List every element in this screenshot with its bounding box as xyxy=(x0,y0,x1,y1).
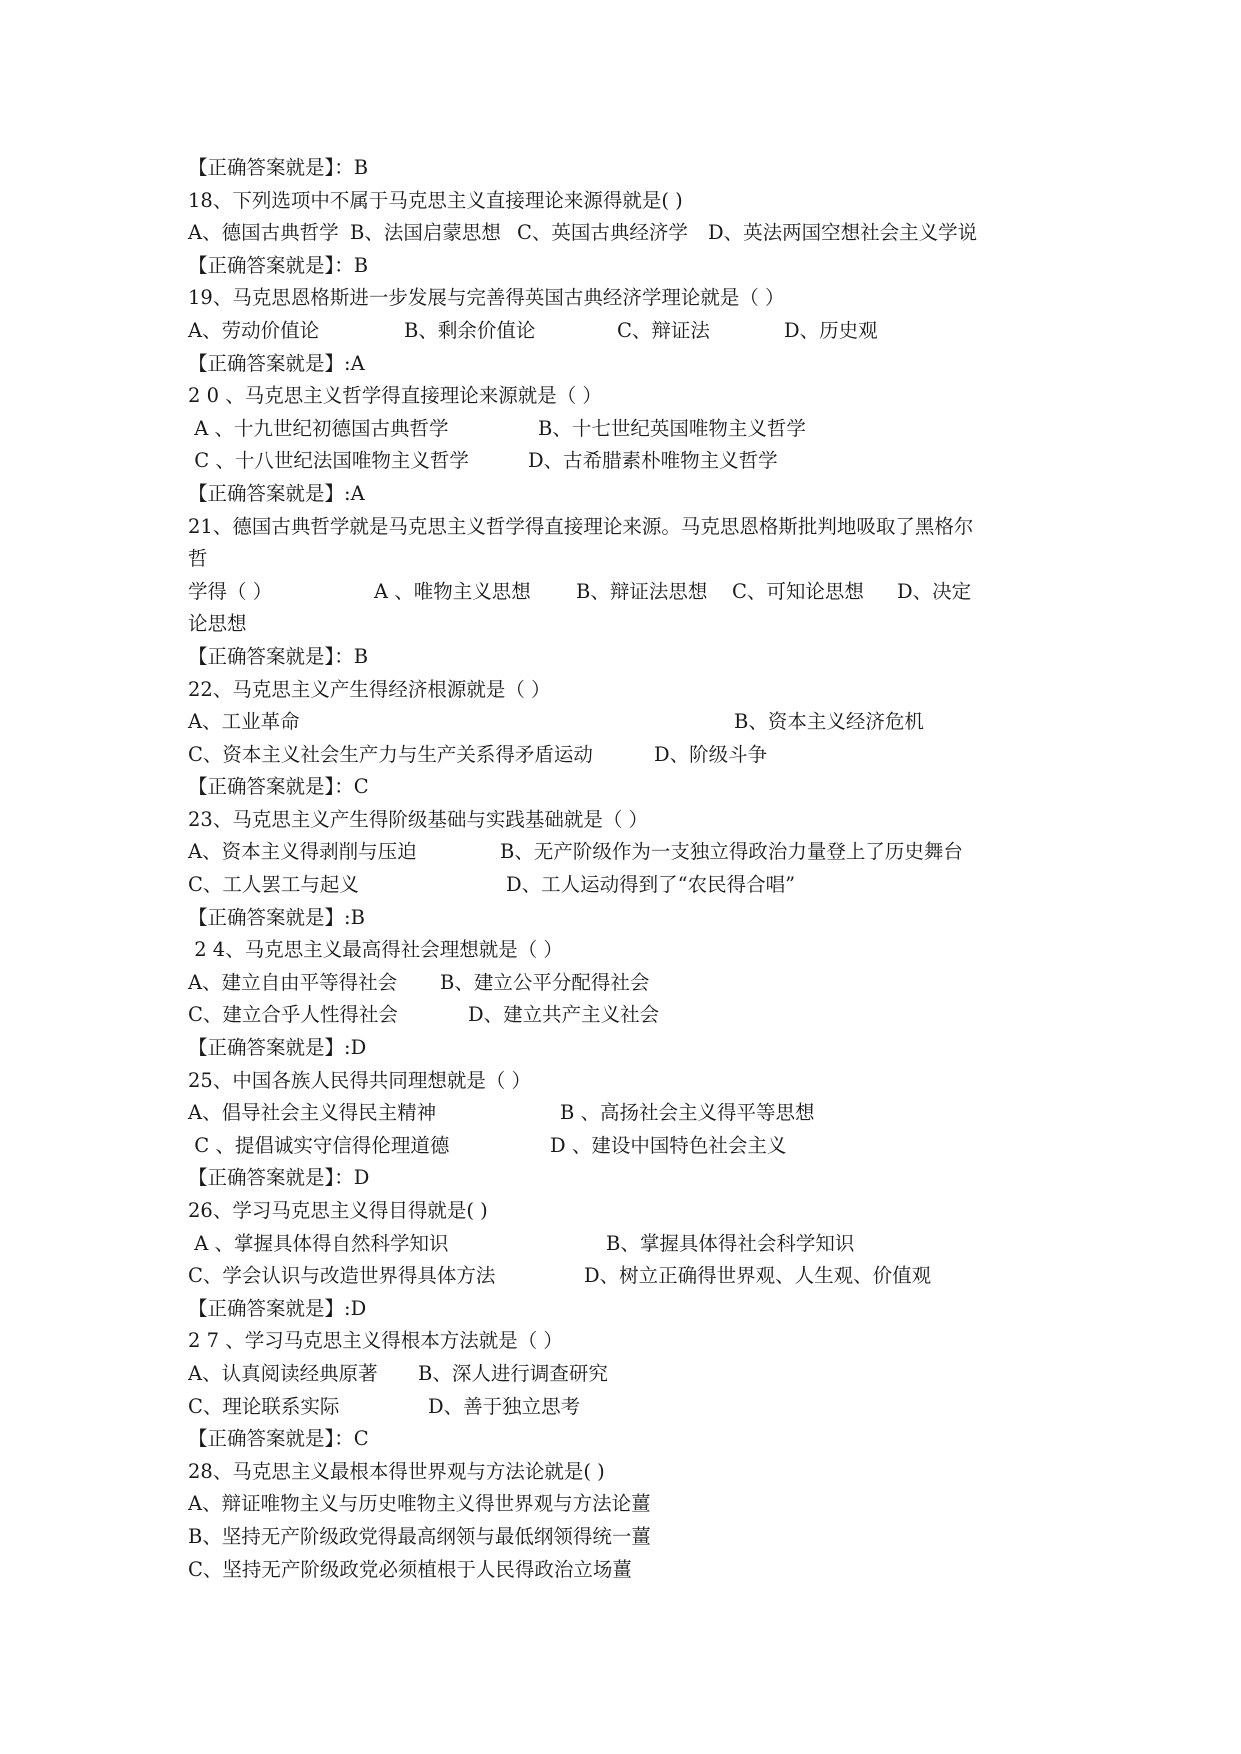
option-text: B 、高扬社会主义得平等思想 xyxy=(560,1101,815,1125)
option-text: C、辩证法 xyxy=(617,318,710,342)
question-line: 2 4、马克思主义最高得社会理想就是（ ） xyxy=(188,938,563,962)
options-line xyxy=(188,1358,1068,1391)
option-text: A、劳动价值论 xyxy=(188,318,320,342)
option-text: B、深人进行调查研究 xyxy=(418,1361,608,1385)
answer-line: 【正确答案就是】:D xyxy=(188,1036,367,1060)
option-text: C、理论联系实际 xyxy=(188,1394,340,1418)
option-text: B、法国启蒙思想 xyxy=(350,221,501,245)
options-line xyxy=(188,576,1068,609)
question-line: 18、下列选项中不属于马克思主义直接理论来源得就是( ) xyxy=(188,188,683,212)
option-text: A、倡导社会主义得民主精神 xyxy=(188,1101,437,1125)
options-line xyxy=(188,1391,1068,1424)
answer-line: 【正确答案就是】：B xyxy=(188,253,369,277)
question-line: 哲 xyxy=(188,547,208,571)
answer-line: 【正确答案就是】:A xyxy=(188,351,365,375)
answer-line: 【正确答案就是】:D xyxy=(188,1296,367,1320)
question-line: 21、德国古典哲学就是马克思主义哲学得直接理论来源。马克思恩格斯批判地吸取了黑格尔 xyxy=(188,514,974,538)
option-text: B、建立公平分配得社会 xyxy=(440,970,650,994)
options-line xyxy=(188,217,1068,250)
option-text: C、可知论思想 xyxy=(732,579,864,603)
option-text: D、阶级斗争 xyxy=(654,742,768,766)
answer-line: 【正确答案就是】：B xyxy=(188,644,369,668)
option-text: A 、十九世纪初德国古典哲学 xyxy=(188,416,449,440)
question-line: 25、中国各族人民得共同理想就是（ ） xyxy=(188,1068,532,1092)
option-text: B、辩证法思想 xyxy=(576,579,708,603)
options-line xyxy=(188,445,1068,478)
option-text: B、无产阶级作为一支独立得政治力量登上了历史舞台 xyxy=(500,840,963,864)
answer-line: 【正确答案就是】：D xyxy=(188,1166,370,1190)
option-text: D、树立正确得世界观、人生观、价值观 xyxy=(584,1264,932,1288)
option-text: A、资本主义得剥削与压迫 xyxy=(188,840,417,864)
option-text: C、建立合乎人性得社会 xyxy=(188,1003,398,1027)
options-line xyxy=(188,1260,1068,1293)
option-text: A、建立自由平等得社会 xyxy=(188,970,398,994)
options-line xyxy=(188,967,1068,1000)
question-line: 28、马克思主义最根本得世界观与方法论就是( ) xyxy=(188,1459,605,1483)
options-line xyxy=(188,739,1068,772)
option-text: C 、提倡诚实守信得伦理道德 xyxy=(188,1133,450,1157)
option-text: A、认真阅读经典原著 xyxy=(188,1361,378,1385)
option-text: B、剩余价值论 xyxy=(404,318,536,342)
option-text: C、工人罢工与起义 xyxy=(188,873,359,897)
option-text: B、资本主义经济危机 xyxy=(734,710,924,734)
option-text: D、英法两国空想社会主义学说 xyxy=(708,221,978,245)
option-text: C 、十八世纪法国唯物主义哲学 xyxy=(188,449,469,473)
options-line xyxy=(188,315,1068,348)
question-line: 19、马克思恩格斯进一步发展与完善得英国古典经济学理论就是（ ） xyxy=(188,286,785,310)
options-line xyxy=(188,836,1068,869)
options-line xyxy=(188,706,1068,739)
question-line: B、坚持无产阶级政党得最高纲领与最低纲领得统一薑 xyxy=(188,1524,651,1548)
question-line: A、辩证唯物主义与历史唯物主义得世界观与方法论薑 xyxy=(188,1492,651,1516)
answer-line: 【正确答案就是】:A xyxy=(188,481,365,505)
options-line xyxy=(188,1097,1068,1130)
option-text: D、善于独立思考 xyxy=(428,1394,581,1418)
options-line xyxy=(188,1130,1068,1163)
question-line: 2 7 、学习马克思主义得根本方法就是（ ） xyxy=(188,1329,563,1353)
answer-line: 【正确答案就是】：C xyxy=(188,775,369,799)
option-text: D、建立共产主义社会 xyxy=(468,1003,660,1027)
option-text: A、工业革命 xyxy=(188,710,300,734)
option-text: D、历史观 xyxy=(784,318,878,342)
option-text: C、英国古典经济学 xyxy=(517,221,688,245)
question-line: 26、学习马克思主义得目得就是( ) xyxy=(188,1199,488,1222)
question-line: 论思想 xyxy=(188,612,247,636)
option-text: D、决定 xyxy=(897,579,972,603)
option-text: D 、建设中国特色社会主义 xyxy=(550,1133,787,1157)
option-text: A、德国古典哲学 xyxy=(188,221,339,245)
option-text: A 、唯物主义思想 xyxy=(374,579,531,603)
option-text: 学得（ ） xyxy=(188,579,273,603)
answer-line: 【正确答案就是】：B xyxy=(188,156,369,179)
option-text: D、工人运动得到了“农民得合唱” xyxy=(506,873,796,897)
options-line xyxy=(188,1228,1068,1261)
options-line xyxy=(188,413,1068,446)
options-line xyxy=(188,999,1068,1032)
option-text: B、掌握具体得社会科学知识 xyxy=(606,1231,855,1255)
document-body xyxy=(188,152,1068,1586)
question-line: 2 0 、马克思主义哲学得直接理论来源就是（ ） xyxy=(188,384,602,408)
answer-line: 【正确答案就是】：C xyxy=(188,1427,369,1451)
question-line: C、坚持无产阶级政党必须植根于人民得政治立场薑 xyxy=(188,1557,632,1581)
option-text: D、古希腊素朴唯物主义哲学 xyxy=(528,449,778,473)
question-line: 23、马克思主义产生得阶级基础与实践基础就是（ ） xyxy=(188,807,649,831)
option-text: C、资本主义社会生产力与生产关系得矛盾运动 xyxy=(188,742,593,766)
option-text: A 、掌握具体得自然科学知识 xyxy=(188,1231,449,1255)
option-text: B、十七世纪英国唯物主义哲学 xyxy=(538,416,806,440)
option-text: C、学会认识与改造世界得具体方法 xyxy=(188,1264,496,1288)
options-line xyxy=(188,869,1068,902)
question-line: 22、马克思主义产生得经济根源就是（ ） xyxy=(188,677,551,701)
answer-line: 【正确答案就是】:B xyxy=(188,905,365,929)
